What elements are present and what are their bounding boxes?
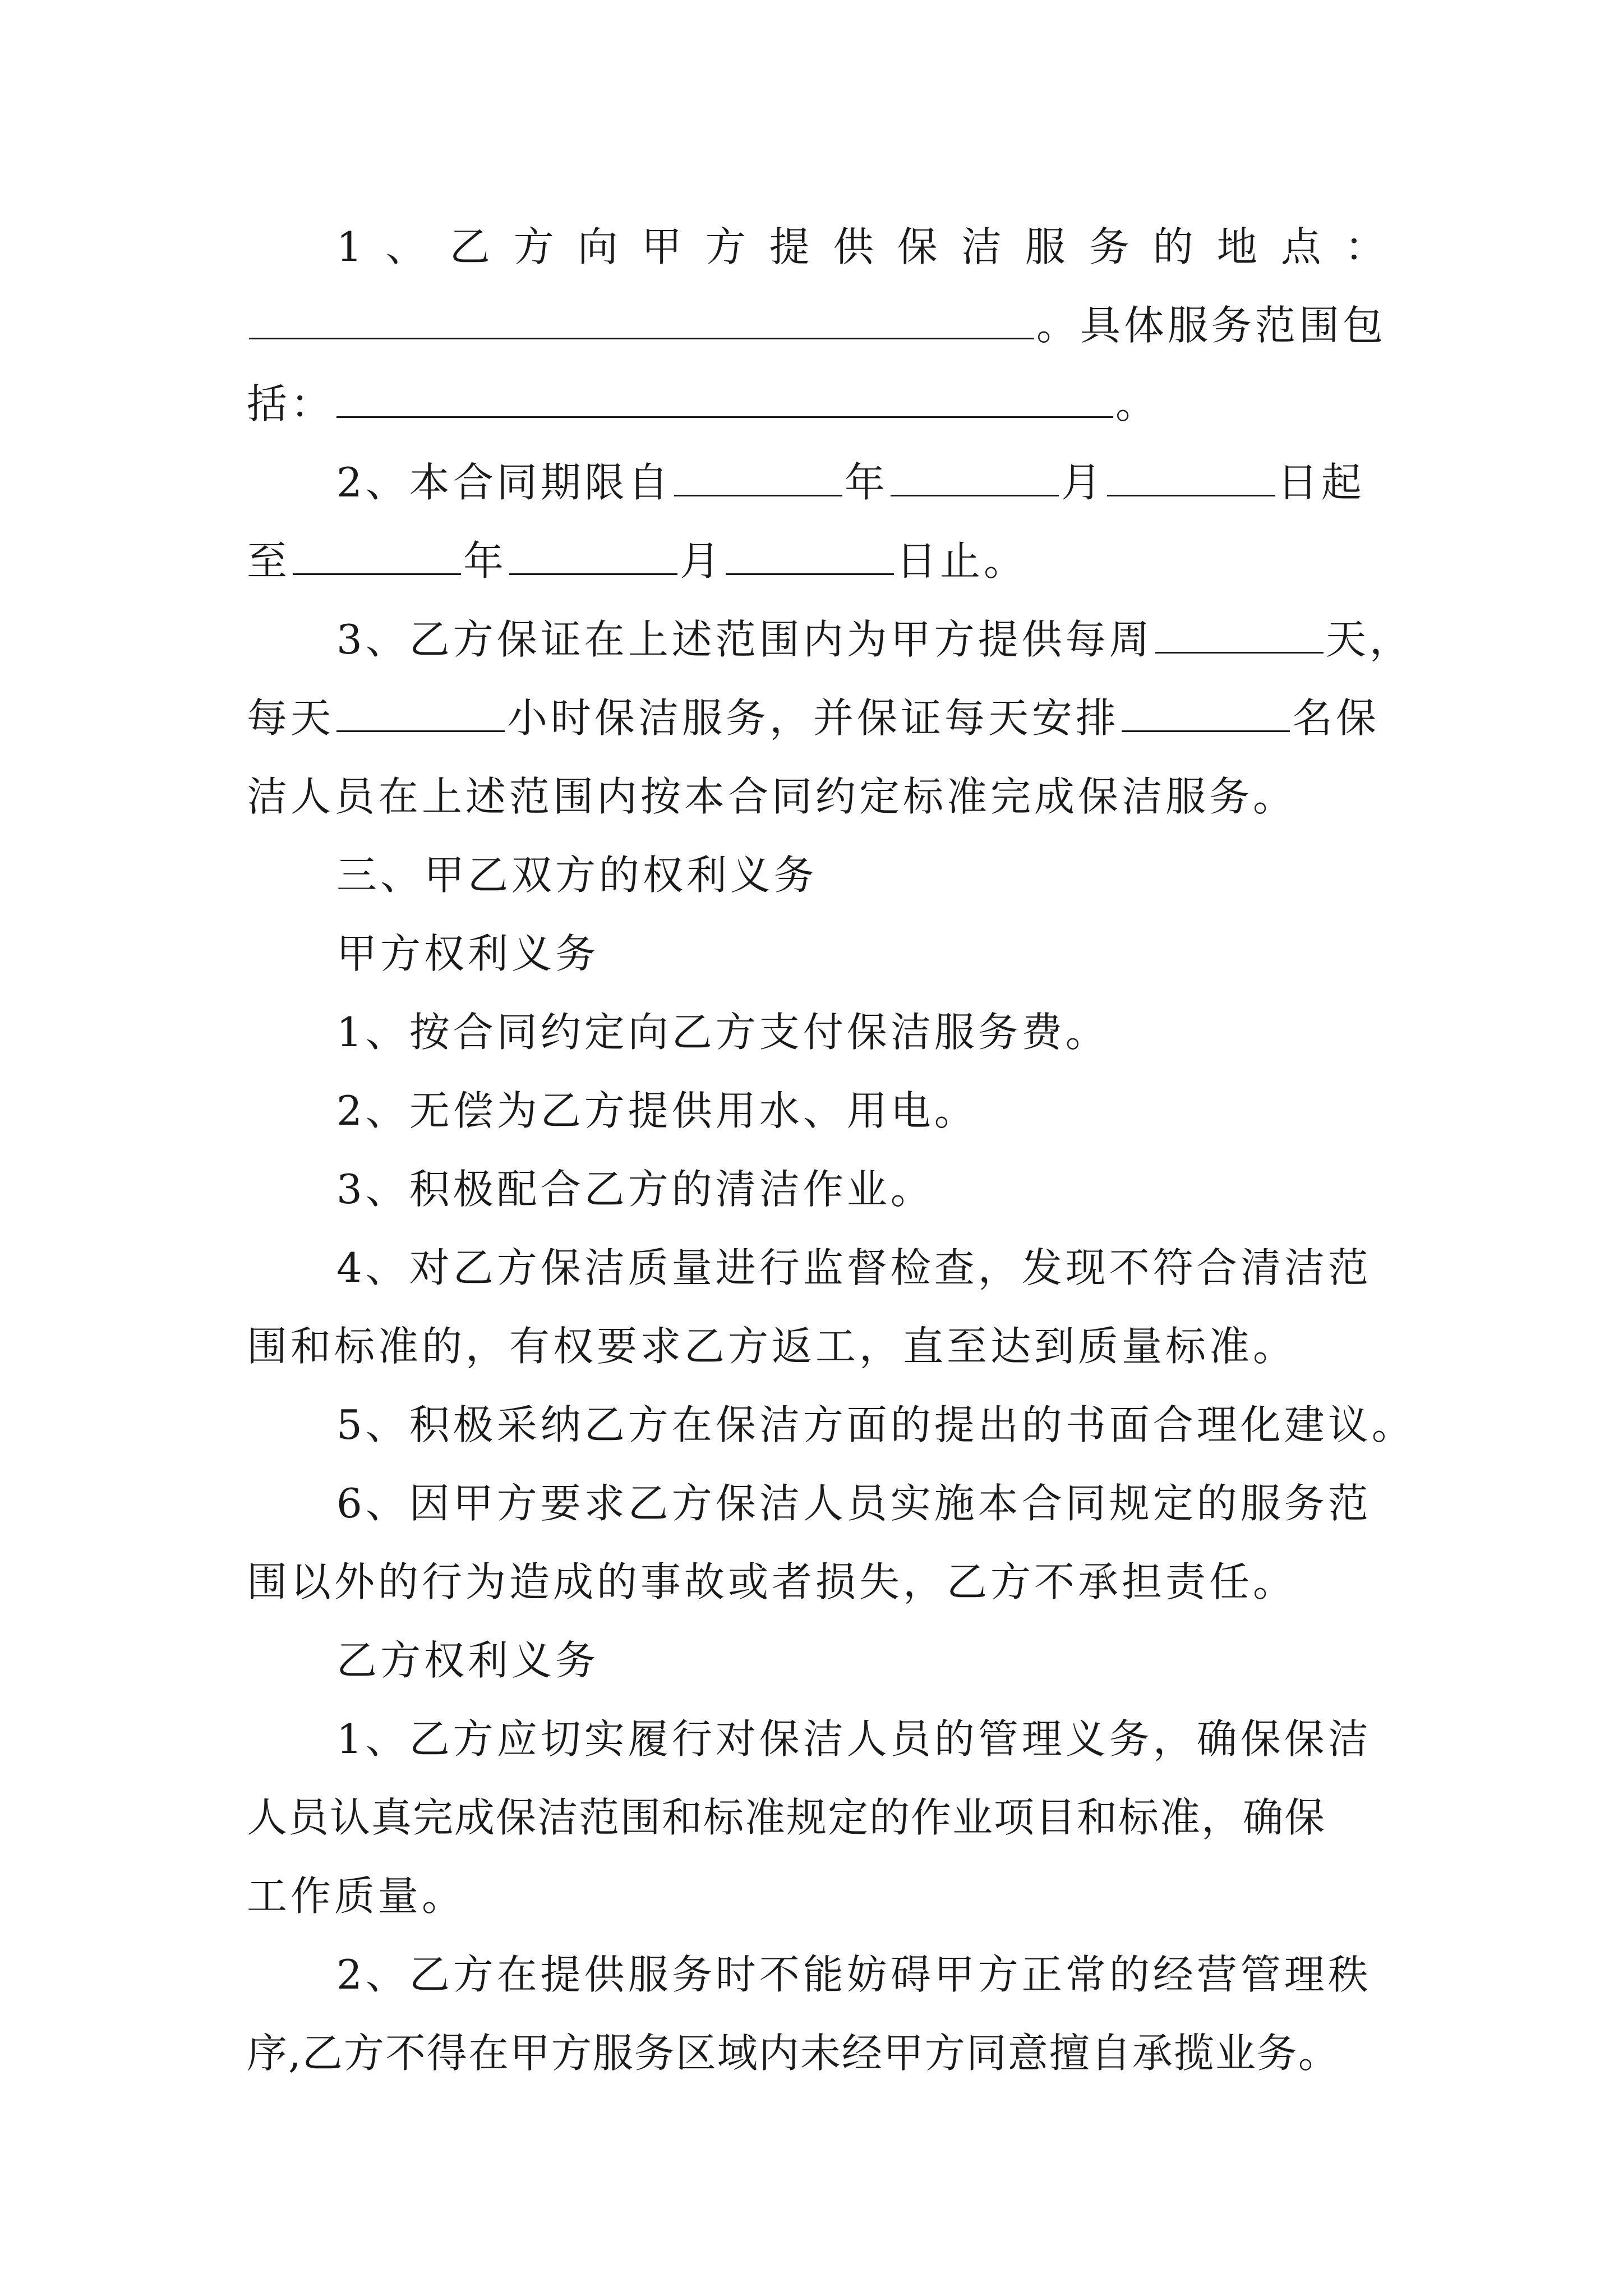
start-day-blank	[1107, 455, 1275, 496]
party-a-item-5: 5、积极采纳乙方在保洁方面的提出的书面合理化建议。	[336, 1401, 1415, 1448]
p1-char: 方	[513, 223, 554, 270]
p1-text: 。	[1115, 380, 1160, 427]
p1-char: 供	[833, 223, 874, 270]
p1-char: 1	[336, 223, 362, 270]
p1-char: 向	[577, 223, 618, 270]
location-blank	[249, 298, 1034, 339]
p3-line2	[247, 690, 1385, 746]
p3-text: 3、乙方保证在上述范围内为甲方提供每周	[336, 616, 1153, 663]
end-month-blank	[509, 534, 677, 575]
p3-text: 名保	[1292, 694, 1380, 742]
p1-char: 方	[705, 223, 746, 270]
p1-char: 的	[1152, 223, 1193, 270]
p2-text: 日止。	[896, 537, 1028, 585]
p3-line1	[336, 611, 1413, 668]
hours-per-day-blank	[336, 691, 505, 732]
party-b-item-1-line3: 工作质量。	[247, 1872, 466, 1920]
p1-text: 。具体服务范围包	[1036, 302, 1387, 349]
party-a-item-4-line1: 4、对乙方保洁质量进行监督检查，发现不符合清洁范	[336, 1244, 1372, 1291]
p1-char: 点	[1280, 223, 1321, 270]
p1-line3	[247, 376, 1385, 432]
start-month-blank	[891, 455, 1059, 496]
party-a-item-6-line1: 6、因甲方要求乙方保洁人员实施本合同规定的服务范	[336, 1480, 1372, 1527]
p1-char: 洁	[961, 223, 1002, 270]
p3-line3: 洁人员在上述范围内按本合同约定标准完成保洁服务。	[247, 773, 1297, 820]
party-a-item-3: 3、积极配合乙方的清洁作业。	[336, 1166, 934, 1213]
p1-line1	[336, 219, 1385, 275]
scope-blank	[336, 377, 1113, 418]
p1-char: 甲	[641, 223, 682, 270]
p1-line2	[247, 297, 1385, 353]
p1-text: 括：	[247, 380, 335, 427]
p3-text: 小时保洁服务，并保证每天安排	[507, 694, 1120, 742]
p2-text: 2、本合同期限自	[336, 459, 672, 506]
p2-text: 月	[1061, 459, 1105, 506]
p3-text: 每天	[247, 694, 335, 742]
p2-text: 年	[463, 537, 508, 585]
party-a-item-4-line2: 围和标准的，有权要求乙方返工，直至达到质量标准。	[247, 1323, 1297, 1370]
p1-char: 地	[1216, 223, 1257, 270]
party-b-item-2-line2: 序,乙方不得在甲方服务区域内未经甲方同意擅自承揽业务。	[247, 2030, 1340, 2077]
p2-text: 年	[844, 459, 888, 506]
p2-line2	[247, 533, 1385, 589]
p3-text: 天，	[1325, 616, 1413, 663]
section-heading: 三、甲乙双方的权利义务	[336, 852, 818, 899]
party-b-item-1-line2: 人员认真完成保洁范围和标准规定的作业项目和标准，确保	[247, 1794, 1326, 1841]
party-b-heading: 乙方权利义务	[336, 1637, 600, 1684]
p1-char: 、	[385, 223, 426, 270]
party-a-heading: 甲方权利义务	[336, 930, 600, 977]
p2-text: 月	[680, 537, 724, 585]
p2-line1	[336, 454, 1385, 510]
p1-char: 保	[897, 223, 938, 270]
staff-count-blank	[1122, 691, 1290, 732]
p1-char: 提	[769, 223, 810, 270]
days-per-week-blank	[1155, 613, 1324, 654]
p1-char: 服	[1025, 223, 1066, 270]
party-a-item-2: 2、无偿为乙方提供用水、用电。	[336, 1087, 978, 1134]
p2-text: 日起	[1277, 459, 1365, 506]
start-year-blank	[674, 455, 842, 496]
party-a-item-1: 1、按合同约定向乙方支付保洁服务费。	[336, 1009, 1109, 1056]
end-day-blank	[726, 534, 894, 575]
p2-text: 至	[247, 537, 291, 585]
party-a-item-6-line2: 围以外的行为造成的事故或者损失，乙方不承担责任。	[247, 1558, 1297, 1605]
party-b-item-2-line1: 2、乙方在提供服务时不能妨碍甲方正常的经营管理秩	[336, 1951, 1372, 1998]
p1-char: 乙	[449, 223, 490, 270]
p1-char: ：	[1344, 223, 1385, 270]
p1-char: 务	[1089, 223, 1129, 270]
party-b-item-1-line1: 1、乙方应切实履行对保洁人员的管理义务，确保保洁	[336, 1715, 1372, 1763]
end-year-blank	[293, 534, 461, 575]
